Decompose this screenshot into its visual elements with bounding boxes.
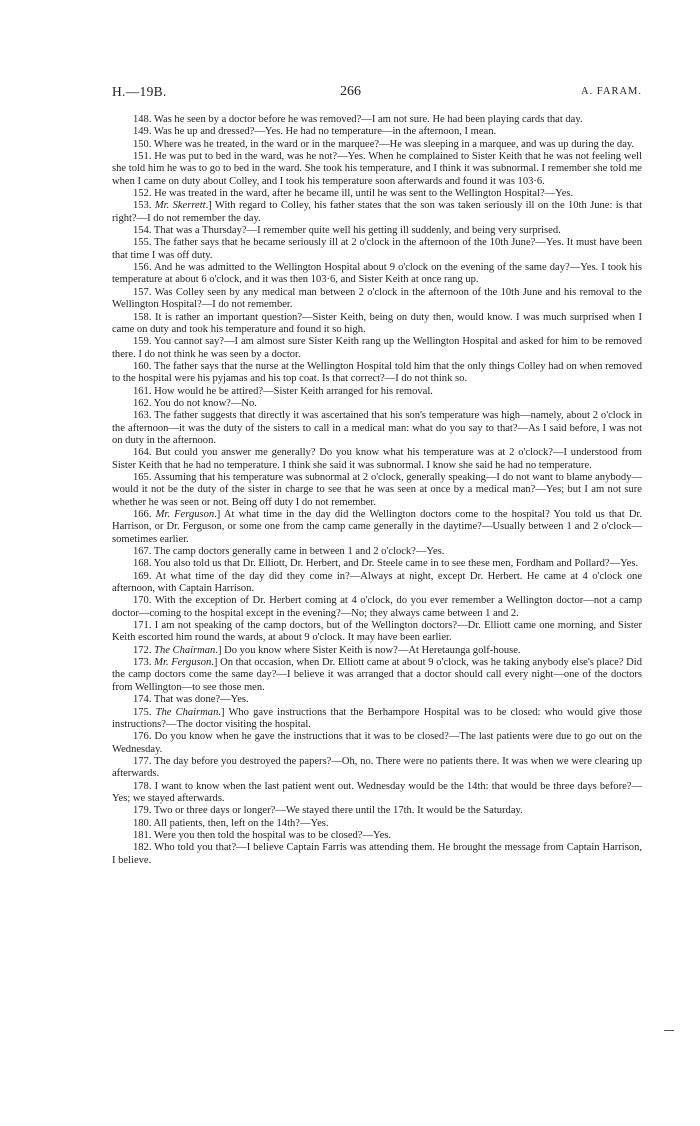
transcript-paragraph: 169. At what time of the day did they come in?—Always at night, except Dr. Herbert. He came at 4 o'clock one afternoon, with Captain Harrison. bbox=[112, 570, 642, 595]
transcript-paragraph: 178. I want to know when the last patient went out. Wednesday would be the 14th: that would be three days before?—Yes; we stayed afterwards. bbox=[112, 780, 642, 804]
transcript-paragraph: 155. The father says that he became seriously ill at 2 o'clock in the afternoon of the 10th June?—Yes. It must have been that time I was off duty. bbox=[112, 237, 642, 261]
transcript-paragraph: 179. Two or three days or longer?—We stayed there until the 17th. It would be the Saturday. bbox=[133, 805, 523, 817]
transcript-paragraph: 156. And he was admitted to the Wellington Hospital about 9 o'clock on the evening of the same day?—Yes. I took his temperature at about 6 o'clock, and it was then 103·6, and Sister Keith at once rang up. bbox=[112, 262, 642, 286]
transcript-paragraph: 167. The camp doctors generally came in between 1 and 2 o'clock?—Yes. bbox=[133, 546, 445, 558]
transcript-paragraph: 165. Assuming that his temperature was subnormal at 2 o'clock, generally speaking—I do not want to blame anybody—would it not be the duty of the sister in charge to see that he was seen at once by a medical man?—Yes; but I am not sure whether he was seen or not. Being off duty I do not remember. bbox=[112, 471, 642, 508]
margin-mark bbox=[664, 1030, 674, 1031]
transcript-paragraph: 173. Mr. Ferguson.] On that occasion, when Dr. Elliott came at about 9 o'clock, was he taking anybody else's place? Did the camp doctors come the same day?—I believe it was arranged that a doctor should call every night—one of the doctors from Wellington—to see those men. bbox=[112, 657, 642, 693]
transcript-paragraph: 180. All patients, then, left on the 14th?—Yes. bbox=[133, 817, 329, 829]
page-number: 266 bbox=[340, 84, 361, 99]
witness-name: A. FARAM. bbox=[580, 86, 642, 97]
transcript-paragraph: 154. That was a Thursday?—I remember quite well his getting ill suddenly, and being very surprised. bbox=[133, 225, 561, 237]
transcript-paragraph: 152. He was treated in the ward, after he became ill, until he was sent to the Wellington Hospital?—Yes. bbox=[133, 188, 574, 200]
transcript-paragraph: 157. Was Colley seen by any medical man between 2 o'clock in the afternoon of the 10th June and his removal to the Wellington Hospital?—I do not remember. bbox=[112, 286, 642, 311]
transcript-paragraph: 163. The father suggests that directly it was ascertained that his son's temperature was high—namely, about 2 o'clock in the afternoon—it was the duty of the sisters to call in a medical man: what do you say to that?—As I said before, I was not on duty in the afternoon. bbox=[112, 410, 642, 446]
transcript-paragraph: 150. Where was he treated, in the ward or in the marquee?—He was sleeping in a marquee, and was up during the day. bbox=[133, 138, 635, 150]
transcript-paragraph: 151. He was put to bed in the ward, was he not?—Yes. When he complained to Sister Keith that he was not feeling well she told him he was to go to bed in the ward. She took his temperature, and I think it was subnormal. I remember she told me when I came on duty about Colley, and I took his temperature soon afterwards and found it was 103·6. bbox=[112, 151, 642, 187]
transcript-paragraph: 148. Was he seen by a doctor before he was removed?—I am not sure. He had been playing cards that day. bbox=[133, 114, 583, 125]
transcript-paragraph: 158. It is rather an important question?—Sister Keith, being on duty then, would know. I was much surprised when I came on duty and took his temperature and found it so high. bbox=[112, 311, 642, 335]
transcript-paragraph: 160. The father says that the nurse at the Wellington Hospital told him that the only things Colley had on when removed to the hospital were his pyjamas and his top coat. Is that correct?—I do not think so. bbox=[112, 360, 642, 385]
transcript-body bbox=[112, 114, 642, 867]
transcript-paragraph: 177. The day before you destroyed the papers?—Oh, no. There were no patients there. It was when we were clearing up afterwards. bbox=[112, 755, 642, 780]
transcript-paragraph: 161. How would he be attired?—Sister Keith arranged for his removal. bbox=[133, 385, 433, 397]
transcript-paragraph: 149. Was he up and dressed?—Yes. He had no temperature—in the afternoon, I mean. bbox=[133, 126, 497, 138]
transcript-paragraph: 175. The Chairman.] Who gave instructions that the Berhampore Hospital was to be closed: who would give those instructions?—The doctor visiting the hospital. bbox=[112, 706, 643, 730]
page-header bbox=[112, 84, 642, 104]
transcript-paragraph: 168. You also told us that Dr. Elliott, Dr. Herbert, and Dr. Steele came in to see these men, Fordham and Pollard?—Yes. bbox=[133, 558, 639, 570]
transcript-paragraph: 166. Mr. Ferguson.] At what time in the day did the Wellington doctors come to the hospital? You told us that Dr. Harrison, or Dr. Ferguson, or some one from the camp came generally in the daytime?—Usually between 1 and 2 o'clock—sometimes earlier. bbox=[112, 509, 643, 545]
transcript-paragraph: 181. Were you then told the hospital was to be closed?—Yes. bbox=[133, 829, 392, 841]
transcript-paragraph: 171. I am not speaking of the camp doctors, but of the Wellington doctors?—Dr. Elliott came one morning, and Sister Keith escorted him round the wards, at about 9 o'clock. It may have been earlier. bbox=[112, 620, 642, 644]
transcript-paragraph: 159. You cannot say?—I am almost sure Sister Keith rang up the Wellington Hospital and asked for him to be removed there. I do not think he was seen by a doctor. bbox=[112, 336, 642, 360]
transcript-paragraph: 162. You do not know?—No. bbox=[133, 397, 257, 409]
transcript-paragraph: 174. That was done?—Yes. bbox=[133, 694, 249, 706]
transcript-paragraph: 170. With the exception of Dr. Herbert coming at 4 o'clock, do you ever remember a Wellington doctor—not a camp doctor—coming to the hospital except in the evening?—No; they always came between 1 and 2. bbox=[112, 595, 642, 619]
transcript-paragraph: 176. Do you know when he gave the instructions that it was to be closed?—The last patients were due to go out on the Wednesday. bbox=[112, 731, 642, 755]
document-reference: H.—19B. bbox=[112, 84, 167, 99]
transcript-paragraph: 164. But could you answer me generally? Do you know what his temperature was at 2 o'clock?—I understood from Sister Keith that he had no temperature. I think she said it was subnormal. I know she said he had no temperature. bbox=[112, 447, 642, 471]
transcript-paragraph: 153. Mr. Skerrett.] With regard to Colley, his father states that the son was taken seriously ill on the 10th June: is that right?—I do not remember the day. bbox=[112, 200, 643, 224]
transcript-paragraph: 172. The Chairman.] Do you know where Sister Keith is now?—At Heretaunga golf-house. bbox=[133, 644, 521, 656]
transcript-paragraph: 182. Who told you that?—I believe Captain Farris was attending them. He brought the message from Captain Harrison, I believe. bbox=[112, 842, 642, 866]
